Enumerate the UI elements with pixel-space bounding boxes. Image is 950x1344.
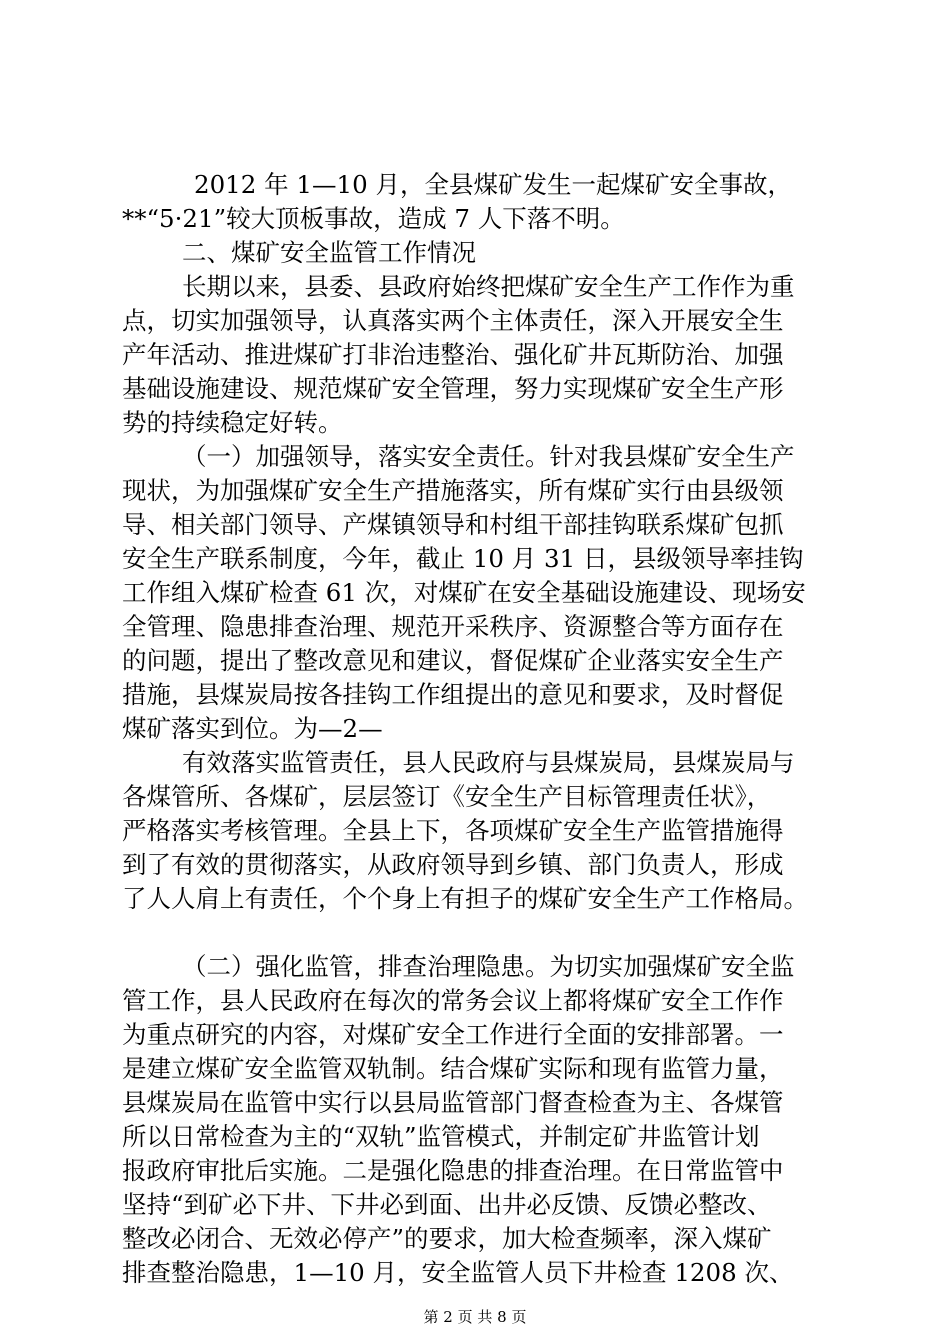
line-text: 势的持续稳定好转。 [122, 408, 343, 437]
text-line [0, 950, 950, 984]
line-text: 各煤管所、各煤矿，层层签订《安全生产目标管理责任状》， [122, 782, 772, 811]
line-text: 安全生产联系制度，今年，截止 10 月 31 日，县级领导率挂钩 [122, 544, 804, 573]
text-line [0, 1222, 950, 1256]
line-text: 排查整治隐患，1—10 月，安全监管人员下井检查 1208 次、 [122, 1258, 794, 1287]
line-text: 报政府审批后实施。二是强化隐患的排查治理。在日常监管中 [122, 1156, 784, 1185]
line-text: 是建立煤矿安全监管双轨制。结合煤矿实际和现有监管力量， [122, 1054, 784, 1083]
line-text: 煤矿落实到位。为—2— [122, 714, 383, 743]
line-text: 管工作，县人民政府在每次的常务会议上都将煤矿安全工作作 [122, 986, 784, 1015]
text-line [0, 576, 950, 610]
line-text: **“5·21”较大顶板事故，造成 7 人下落不明。 [122, 204, 625, 233]
line-text: 工作组入煤矿检查 61 次，对煤矿在安全基础设施建设、现场安 [122, 578, 806, 607]
line-text: 点，切实加强领导，认真落实两个主体责任，深入开展安全生 [122, 306, 784, 335]
line-text: 的问题，提出了整改意见和建议，督促煤矿企业落实安全生产 [122, 646, 784, 675]
text-line [0, 1086, 950, 1120]
text-line [0, 168, 950, 202]
page-footer: 第 2 页 共 8 页 [423, 1308, 527, 1326]
line-text: 长期以来，县委、县政府始终把煤矿安全生产工作作为重 [182, 272, 795, 301]
text-line [0, 678, 950, 712]
line-text: 产年活动、推进煤矿打非治违整治、强化矿井瓦斯防治、加强 [122, 340, 784, 369]
line-text: 严格落实考核管理。全县上下，各项煤矿安全生产监管措施得 [122, 816, 784, 845]
line-text: （一）加强领导，落实安全责任。针对我县煤矿安全生产 [182, 442, 795, 471]
line-text: 了人人肩上有责任，个个身上有担子的煤矿安全生产工作格局。 [122, 884, 808, 913]
text-line [0, 882, 950, 916]
line-text: （二）强化监管，排查治理隐患。为切实加强煤矿安全监 [182, 952, 795, 981]
text-line [0, 1120, 950, 1154]
text-line [0, 474, 950, 508]
section-heading [0, 236, 950, 270]
line-text: 全管理、隐患排查治理、规范开采秩序、资源整合等方面存在 [122, 612, 784, 641]
line-text: 坚持“到矿必下井、下井必到面、出井必反馈、反馈必整改、 [122, 1190, 772, 1219]
text-line [0, 542, 950, 576]
text-line [0, 1052, 950, 1086]
text-line [0, 406, 950, 440]
text-line [0, 814, 950, 848]
text-line [0, 848, 950, 882]
text-line [0, 508, 950, 542]
line-text: 整改必闭合、无效必停产”的要求，加大检查频率，深入煤矿 [122, 1224, 772, 1253]
line-text: 到了有效的贯彻落实，从政府领导到乡镇、部门负责人，形成 [122, 850, 784, 879]
text-line [0, 202, 950, 236]
line-text: 2012 年 1—10 月，全县煤矿发生一起煤矿安全事故， [194, 170, 792, 199]
text-line [0, 440, 950, 474]
line-text: 措施，县煤炭局按各挂钩工作组提出的意见和要求，及时督促 [122, 680, 784, 709]
text-line [0, 644, 950, 678]
line-text: 基础设施建设、规范煤矿安全管理，努力实现煤矿安全生产形 [122, 374, 784, 403]
text-line [0, 610, 950, 644]
text-line [0, 984, 950, 1018]
line-text: 有效落实监管责任，县人民政府与县煤炭局，县煤炭局与 [182, 748, 795, 777]
text-line [0, 746, 950, 780]
text-line [0, 338, 950, 372]
text-line [0, 372, 950, 406]
text-line [0, 712, 950, 746]
line-text: 为重点研究的内容，对煤矿安全工作进行全面的安排部署。一 [122, 1020, 784, 1049]
line-text: 现状，为加强煤矿安全生产措施落实，所有煤矿实行由县级领 [122, 476, 784, 505]
line-text: 二、煤矿安全监管工作情况 [182, 238, 476, 267]
text-line [0, 780, 950, 814]
text-line [0, 1018, 950, 1052]
line-text: 所以日常检查为主的“双轨”监管模式，并制定矿井监管计划 [122, 1122, 760, 1151]
line-text: 导、相关部门领导、产煤镇领导和村组干部挂钩联系煤矿包抓 [122, 510, 784, 539]
text-line [0, 1154, 950, 1188]
text-line [0, 270, 950, 304]
text-line [0, 1256, 950, 1290]
text-line [0, 1188, 950, 1222]
text-line [0, 304, 950, 338]
line-text: 县煤炭局在监管中实行以县局监管部门督查检查为主、各煤管 [122, 1088, 784, 1117]
